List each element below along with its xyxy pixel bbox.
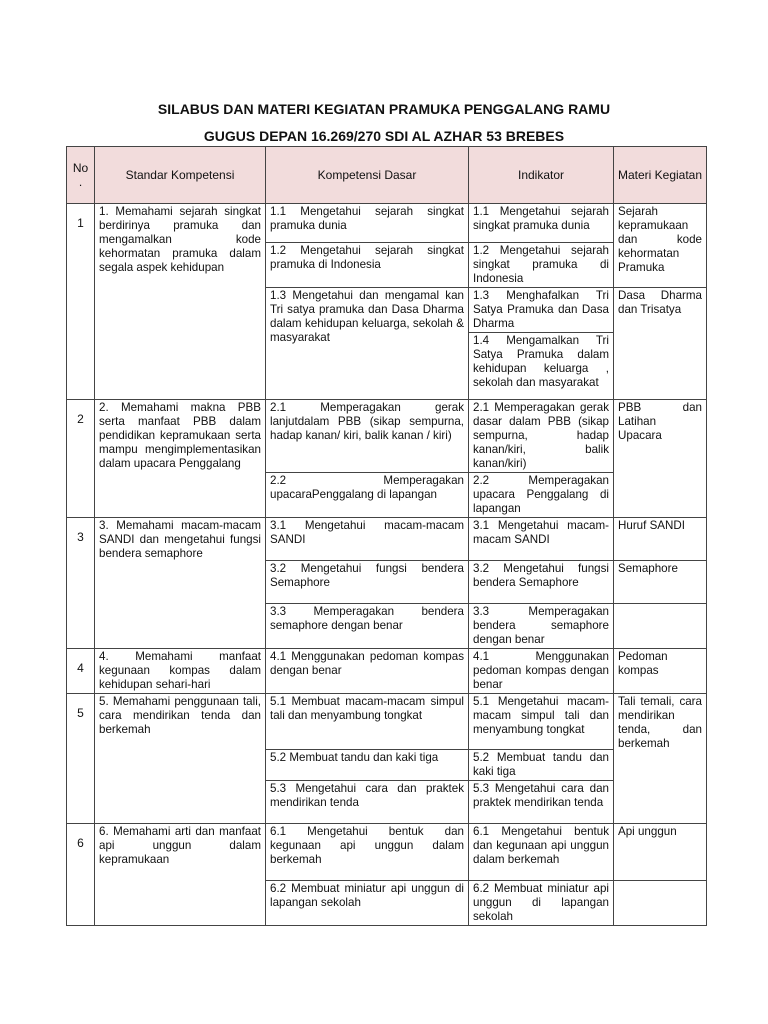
indikator-cell: 5.1 Mengetahui macam-macam simpul tali dan menyambung tongkat bbox=[469, 694, 614, 750]
standar-kompetensi-cell: 3. Memahami macam-macam SANDI dan mengetahui fungsi bendera semaphore bbox=[95, 518, 266, 649]
kompetensi-dasar-cell: 6.1 Mengetahui bentuk dan kegunaan api unggun dalam berkemah bbox=[266, 824, 469, 881]
standar-kompetensi-cell: 6. Memahami arti dan manfaat api unggun dalam kepramukaan bbox=[95, 824, 266, 926]
document-title: SILABUS DAN MATERI KEGIATAN PRAMUKA PENGGALANG RAMU bbox=[157, 101, 611, 117]
indikator-cell: 5.2 Membuat tandu dan kaki tiga bbox=[469, 750, 614, 781]
kompetensi-dasar-cell: 5.1 Membuat macam-macam simpul tali dan menyambung tongkat bbox=[266, 694, 469, 750]
materi-cell: Dasa Dharma dan Trisatya bbox=[614, 288, 707, 400]
row-number: 6 bbox=[67, 824, 95, 926]
header-kompetensi-dasar: Kompetensi Dasar bbox=[266, 147, 469, 204]
materi-cell: Pedoman kompas bbox=[614, 649, 707, 694]
materi-cell-empty bbox=[614, 604, 707, 649]
kompetensi-dasar-cell: 2.2 Memperagakan upacaraPenggalang di lapangan bbox=[266, 473, 469, 518]
indikator-cell: 2.1 Memperagakan gerak dasar dalam PBB (sikap sempurna, hadap kanan/kiri, balik kanan/kiri) bbox=[469, 400, 614, 473]
indikator-cell: 5.3 Mengetahui cara dan praktek mendirikan tenda bbox=[469, 781, 614, 824]
kompetensi-dasar-cell: 1.2 Mengetahui sejarah singkat pramuka di Indonesia bbox=[266, 243, 469, 288]
table-row bbox=[67, 824, 707, 881]
kompetensi-dasar-cell: 6.2 Membuat miniatur api unggun di lapangan sekolah bbox=[266, 881, 469, 926]
indikator-cell: 6.2 Membuat miniatur api unggun di lapangan sekolah bbox=[469, 881, 614, 926]
syllabus-table bbox=[66, 146, 707, 926]
table-row bbox=[67, 694, 707, 750]
header-materi-kegiatan: Materi Kegiatan bbox=[614, 147, 707, 204]
materi-cell: Semaphore bbox=[614, 561, 707, 604]
materi-cell: Huruf SANDI bbox=[614, 518, 707, 561]
header-no: No . bbox=[67, 147, 95, 204]
materi-cell-empty bbox=[614, 881, 707, 926]
indikator-cell: 1.1 Mengetahui sejarah singkat pramuka dunia bbox=[469, 204, 614, 243]
row-number: 2 bbox=[67, 400, 95, 518]
indikator-cell: 4.1 Menggunakan pedoman kompas dengan benar bbox=[469, 649, 614, 694]
table-row bbox=[67, 204, 707, 243]
standar-kompetensi-cell: 1. Memahami sejarah singkat berdirinya pramuka dan mengamalkan kode kehormatan pramuka dalam segala aspek kehidupan bbox=[95, 204, 266, 400]
standar-kompetensi-cell: 2. Memahami makna PBB serta manfaat PBB dalam pendidikan kepramukaan serta mampu mengimplementasikan dalam upacara Penggalang bbox=[95, 400, 266, 518]
indikator-cell: 3.3 Memperagakan bendera semaphore dengan benar bbox=[469, 604, 614, 649]
table-row bbox=[67, 400, 707, 473]
row-number: 4 bbox=[67, 649, 95, 694]
materi-cell: Sejarah kepramukaan dan kode kehormatan Pramuka bbox=[614, 204, 707, 288]
kompetensi-dasar-cell: 5.2 Membuat tandu dan kaki tiga bbox=[266, 750, 469, 781]
materi-cell: Tali temali, cara mendirikan tenda, dan berkemah bbox=[614, 694, 707, 824]
row-number: 1 bbox=[67, 204, 95, 400]
materi-cell: PBB dan Latihan Upacara bbox=[614, 400, 707, 518]
standar-kompetensi-cell: 5. Memahami penggunaan tali, cara mendirikan tenda dan berkemah bbox=[95, 694, 266, 824]
indikator-cell: 1.3 Menghafalkan Tri Satya Pramuka dan Dasa Dharma bbox=[469, 288, 614, 333]
document-subtitle: GUGUS DEPAN 16.269/270 SDI AL AZHAR 53 BREBES bbox=[203, 128, 565, 144]
kompetensi-dasar-cell: 2.1 Memperagakan gerak lanjutdalam PBB (sikap sempurna, hadap kanan/ kiri, balik kanan / kiri) bbox=[266, 400, 469, 473]
table-header-row bbox=[67, 147, 707, 204]
indikator-cell: 3.2 Mengetahui fungsi bendera Semaphore bbox=[469, 561, 614, 604]
header-standar-kompetensi: Standar Kompetensi bbox=[95, 147, 266, 204]
indikator-cell: 3.1 Mengetahui macam-macam SANDI bbox=[469, 518, 614, 561]
table-row bbox=[67, 518, 707, 561]
header-indikator: Indikator bbox=[469, 147, 614, 204]
kompetensi-dasar-cell: 3.2 Mengetahui fungsi bendera Semaphore bbox=[266, 561, 469, 604]
standar-kompetensi-cell: 4. Memahami manfaat kegunaan kompas dalam kehidupan sehari-hari bbox=[95, 649, 266, 694]
kompetensi-dasar-cell: 5.3 Mengetahui cara dan praktek mendirikan tenda bbox=[266, 781, 469, 824]
kompetensi-dasar-cell: 3.3 Memperagakan bendera semaphore dengan benar bbox=[266, 604, 469, 649]
indikator-cell: 1.4 Mengamalkan Tri Satya Pramuka dalam kehidupan keluarga , sekolah dan masyarakat bbox=[469, 333, 614, 400]
kompetensi-dasar-cell: 3.1 Mengetahui macam-macam SANDI bbox=[266, 518, 469, 561]
materi-cell: Api unggun bbox=[614, 824, 707, 881]
row-number: 5 bbox=[67, 694, 95, 824]
indikator-cell: 1.2 Mengetahui sejarah singkat pramuka di Indonesia bbox=[469, 243, 614, 288]
kompetensi-dasar-cell: 1.1 Mengetahui sejarah singkat pramuka dunia bbox=[266, 204, 469, 243]
indikator-cell: 2.2 Memperagakan upacara Penggalang di lapangan bbox=[469, 473, 614, 518]
kompetensi-dasar-cell: 4.1 Menggunakan pedoman kompas dengan benar bbox=[266, 649, 469, 694]
kompetensi-dasar-cell: 1.3 Mengetahui dan mengamal kan Tri satya pramuka dan Dasa Dharma dalam kehidupan keluarga, sekolah & masyarakat bbox=[266, 288, 469, 400]
table-row bbox=[67, 649, 707, 694]
row-number: 3 bbox=[67, 518, 95, 649]
indikator-cell: 6.1 Mengetahui bentuk dan kegunaan api unggun dalam berkemah bbox=[469, 824, 614, 881]
